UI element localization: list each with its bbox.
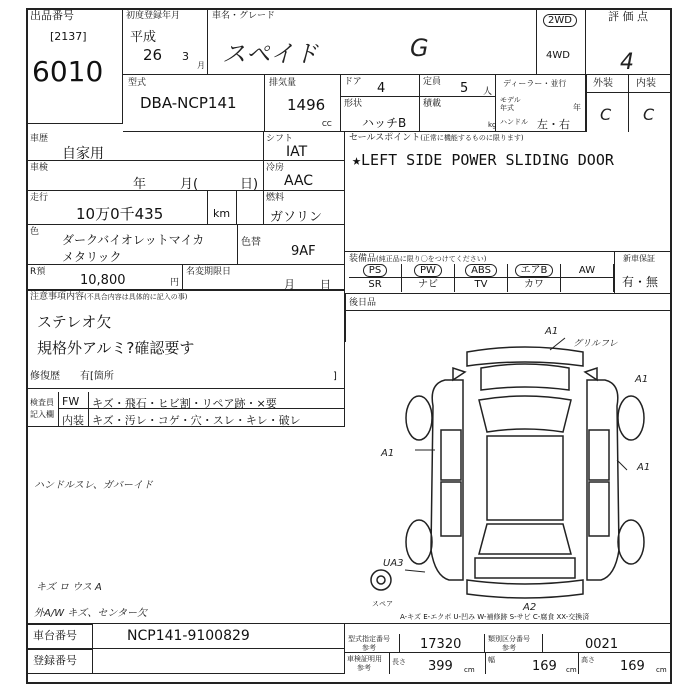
car-diagram [345, 310, 671, 620]
fw-label: FW [62, 395, 80, 408]
drive-2wd-circled: 2WD [543, 14, 577, 27]
selling-points-text: ★LEFT SIDE POWER SLIDING DOOR [352, 151, 614, 169]
mark-rear-line [405, 570, 425, 572]
notes-line1: ステレオ欠 [37, 313, 112, 331]
spare-label: スペア [372, 600, 393, 608]
doors-label: ドア [344, 77, 362, 87]
recycle-fee: 10,800 [80, 273, 126, 288]
left-door-rear [441, 482, 461, 536]
equipment-item [402, 264, 455, 278]
mileage-label: 走行 [30, 193, 49, 203]
due-month: 月 [284, 278, 295, 291]
mark-grille-note: グリルフレ [573, 339, 618, 349]
selling-points-title: セールスポイント [349, 133, 421, 143]
inspection-label: 車検 [30, 163, 49, 173]
equipment-item-label: SR [368, 279, 382, 290]
interior-label: 内装 [636, 78, 656, 89]
width-unit: cm [566, 666, 577, 674]
equipment-item-label: ナビ [418, 279, 438, 290]
recycle-label: R預 [30, 267, 46, 277]
mirror-right [585, 368, 597, 380]
notes-label [30, 292, 187, 302]
left-door-front [441, 430, 461, 480]
color-change-cell [237, 225, 238, 265]
repair-close: ] [333, 371, 337, 382]
km-unit: km [213, 207, 231, 220]
length-unit: cm [464, 666, 475, 674]
inspection-due-label: 名変期限日 [186, 267, 232, 277]
selling-points-box [345, 132, 671, 252]
type-cert-ref: 参考 [362, 644, 376, 652]
color-line1: ダークバイオレットマイカ [62, 233, 205, 247]
registration-value-cell [93, 649, 345, 674]
car-name: スペイド [222, 40, 318, 68]
right-door-front [589, 430, 609, 480]
aftermarket-label: 後日品 [349, 298, 377, 308]
category-value: 0021 [585, 637, 619, 652]
exterior-label: 外装 [593, 78, 613, 89]
handwritten-note-3: 外A/W キズ、センター欠 [34, 608, 147, 619]
height-unit: cm [656, 666, 667, 674]
equipment-item [561, 278, 614, 292]
yen-unit: 円 [170, 278, 180, 288]
hood [481, 364, 569, 390]
reg-month: 3 [182, 50, 189, 63]
equipment-item [508, 264, 561, 278]
equipment-item-label: TV [474, 279, 488, 290]
reg-year: 26 [143, 46, 163, 64]
grade-left-border [586, 75, 587, 132]
ac-value: AAC [284, 173, 314, 189]
color-line2: メタリック [62, 250, 122, 264]
score-value: 4 [620, 50, 634, 75]
type-cert-value-cell [400, 634, 485, 653]
load-label: 積載 [423, 99, 442, 109]
equipment-item [402, 278, 455, 292]
length-value: 399 [428, 659, 453, 674]
wheel-rl [406, 520, 432, 564]
lot-number: 6010 [32, 55, 104, 88]
equipment-item [349, 278, 402, 292]
chassis-number: NCP141-9100829 [127, 628, 250, 644]
drive-4wd: 4WD [546, 50, 570, 61]
shift-label: シフト [266, 134, 294, 144]
mileage-value: 10万0千435 [76, 205, 164, 223]
equipment-item-label: カワ [524, 279, 544, 290]
width-label: 幅 [488, 656, 495, 664]
interior-items: キズ・汚レ・コゲ・穴・スレ・キレ・破レ [92, 414, 301, 427]
usage-label: 車歴 [30, 134, 49, 144]
fuel-label: 燃料 [266, 193, 285, 203]
inspection-day: 日) [240, 177, 259, 192]
cert-ref: 参考 [357, 664, 371, 672]
category-label: 類別区分番号 [488, 635, 530, 643]
score-label: 評 価 点 [608, 10, 648, 23]
notes-title: 注意事項内容 [30, 292, 85, 302]
height-value: 169 [620, 659, 645, 674]
chassis-value-cell [93, 624, 345, 649]
capacity-label: 定員 [423, 77, 442, 87]
rear-hatch [475, 558, 575, 578]
shift-value: IAT [286, 144, 308, 160]
notes-note: (不具合内容は具体的に記入の事) [84, 293, 188, 301]
rear-window [479, 524, 571, 554]
usage-value: 自家用 [62, 146, 104, 162]
inspector-label2: 記入欄 [30, 410, 54, 419]
equipment-item [349, 264, 402, 278]
first-reg-label: 初度登録年月 [126, 11, 181, 21]
width-value: 169 [532, 659, 557, 674]
equipment-item-label: PS [363, 264, 387, 277]
color-label: 色 [30, 227, 40, 237]
mirror-left [453, 368, 465, 380]
width-divider [485, 653, 486, 674]
roof [487, 436, 563, 520]
type-cert-value: 17320 [420, 637, 462, 652]
equipment-label [349, 254, 486, 264]
rear-bumper [467, 580, 583, 598]
height-label: 高さ [581, 656, 595, 664]
shape-label: 形状 [344, 99, 363, 109]
dealer-label: ディーラー・並行 [503, 79, 567, 88]
color-code: 9AF [291, 244, 316, 259]
selling-points-note: (正常に機能するものに限ります) [420, 134, 524, 142]
fw-label-divider [88, 392, 89, 427]
color-change-label: 色替 [241, 237, 261, 248]
handwritten-note-2: キズ ロ ウス A [36, 582, 102, 593]
damage-legend: A-キズ E-エクボ U-凹み W-補修跡 S-サビ C-腐食 XX-交換済 [400, 613, 590, 621]
shape-value: ハッチB [362, 116, 407, 130]
mark-right-front: A1 [635, 374, 649, 385]
registration-label: 登録番号 [33, 654, 77, 667]
mark-rear: A2 [523, 602, 537, 613]
month-unit: 月 [197, 61, 205, 70]
equipment-title: 装備品 [349, 254, 377, 264]
model-label: 型式 [128, 78, 147, 88]
right-door-rear [589, 482, 609, 536]
interior-row-label: 内装 [62, 414, 84, 427]
equipment-item-label: ABS [465, 264, 497, 277]
mark-rear-left: UA3 [383, 558, 404, 569]
doors-value: 4 [377, 81, 386, 96]
ac-label: 冷房 [266, 163, 285, 173]
type-cert-label: 型式指定番号 [348, 635, 390, 643]
wheel-rr [618, 520, 644, 564]
repair-label: 修復歴 [30, 371, 60, 382]
displacement-value: 1496 [287, 96, 326, 114]
capacity-unit: 人 [483, 87, 493, 97]
lot-id: [2137] [50, 30, 87, 43]
windshield [479, 396, 571, 432]
era: 平成 [130, 30, 157, 45]
mark-left-side: A1 [381, 448, 395, 459]
model-year-label: モデル年式 [500, 96, 521, 112]
warranty-label: 新車保証 [623, 254, 655, 263]
fw-items: キズ・飛石・ヒビ割・リペア跡・×要 [92, 397, 277, 410]
due-day: 日 [320, 278, 331, 291]
interior-grade: C [643, 105, 655, 124]
category-value-cell [543, 634, 671, 653]
wheel-fr [618, 396, 644, 440]
due-divider [182, 265, 183, 290]
name-label: 車名・グレード [212, 11, 276, 21]
capacity-value: 5 [460, 81, 469, 96]
repair-value: 有[箇所 [80, 371, 114, 382]
cert-label: 車検証明用 [347, 655, 382, 663]
inspector-label1: 検査員 [30, 398, 54, 407]
wheel-fl [406, 396, 432, 440]
car-grade: G [410, 34, 429, 62]
equipment-item-label: AW [578, 265, 596, 276]
equipment-item-label: エアB [515, 264, 554, 277]
height-divider [578, 653, 579, 674]
fuel-value: ガソリン [270, 210, 323, 225]
exterior-grade: C [600, 105, 612, 124]
equipment-item [561, 264, 614, 278]
model-code: DBA-NCP141 [140, 94, 237, 112]
spare-tire [371, 570, 391, 590]
equipment-grid [349, 264, 614, 292]
displacement-label: 排気量 [269, 78, 297, 88]
equipment-item [455, 278, 508, 292]
equipment-item [455, 264, 508, 278]
handwritten-note-1: ハンドルスレ、ガバーイド [34, 480, 153, 491]
category-ref: 参考 [502, 644, 516, 652]
inspection-month: 月( [180, 177, 199, 192]
notes-line2: 規格外アルミ?確認要す [37, 339, 195, 357]
length-label: 長さ [392, 658, 406, 666]
cc-unit: CC [322, 120, 332, 128]
year-unit: 年 [573, 103, 581, 112]
handle-label: ハンドル [500, 118, 528, 126]
inspection-year: 年 [133, 177, 147, 192]
selling-points-label [349, 133, 524, 143]
equipment-item [508, 278, 561, 292]
mark-grille: A1 [545, 326, 559, 337]
warranty-value: 有・無 [622, 275, 659, 289]
mark-right-side: A1 [637, 462, 651, 473]
front-bumper [467, 347, 583, 366]
kg-unit: kg [488, 121, 497, 129]
equipment-item-label: PW [414, 264, 442, 277]
equipment-note: (純正品に限り〇をつけてください) [376, 255, 487, 263]
chassis-label: 車台番号 [33, 629, 77, 642]
handle-value: 左・右 [537, 118, 570, 131]
lot-label: 出品番号 [30, 9, 74, 22]
